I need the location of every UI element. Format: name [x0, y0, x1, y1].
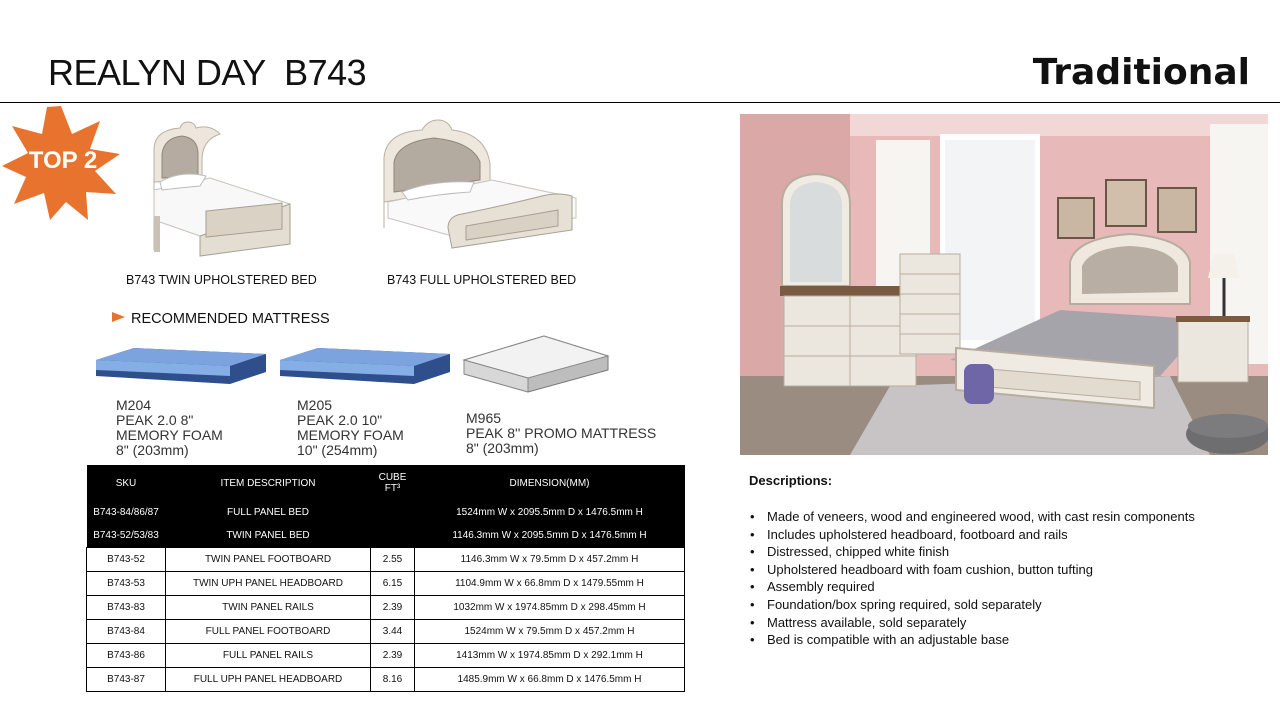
- page-title: REALYN DAY B743: [48, 52, 367, 93]
- description-item: • Includes upholstered headboard, footboard and rails: [749, 526, 1195, 544]
- mattress-image-m965: [462, 334, 610, 394]
- cell-description: TWIN UPH PANEL HEADBOARD: [166, 572, 371, 596]
- bed-caption-twin: B743 TWIN UPHOLSTERED BED: [126, 273, 317, 287]
- style-label: Traditional: [1032, 52, 1250, 93]
- mattress-image-m204: [94, 346, 270, 386]
- mattress-line: M965: [466, 410, 502, 426]
- cell-description: TWIN PANEL RAILS: [166, 596, 371, 620]
- room-setting-image: [740, 114, 1268, 455]
- cell-sku: B743-52/53/83: [87, 524, 166, 548]
- cell-sku: B743-83: [87, 596, 166, 620]
- cell-description: FULL PANEL RAILS: [166, 644, 371, 668]
- column-header-description: ITEM DESCRIPTION: [166, 465, 371, 501]
- mattress-line: 8" (203mm): [466, 440, 539, 456]
- cell-sku: B743-84/86/87: [87, 501, 166, 524]
- mattress-text-m204: [116, 398, 223, 458]
- cell-description: FULL PANEL BED: [166, 501, 371, 524]
- cell-description: FULL PANEL FOOTBOARD: [166, 620, 371, 644]
- cell-sku: B743-84: [87, 620, 166, 644]
- mattress-line: 8" (203mm): [116, 442, 189, 458]
- cell-description: TWIN PANEL BED: [166, 524, 371, 548]
- cell-cube: 8.16: [371, 668, 415, 692]
- recommended-mattress-label: RECOMMENDED MATTRESS: [131, 311, 330, 327]
- cell-description: FULL UPH PANEL HEADBOARD: [166, 668, 371, 692]
- cell-description: TWIN PANEL FOOTBOARD: [166, 548, 371, 572]
- table-row: [87, 596, 685, 620]
- table-row: [87, 668, 685, 692]
- spec-table: [86, 465, 685, 692]
- bed-caption-full: B743 FULL UPHOLSTERED BED: [387, 273, 577, 287]
- cell-dimension: 1146.3mm W x 2095.5mm D x 1476.5mm H: [415, 524, 685, 548]
- cell-cube: 2.39: [371, 644, 415, 668]
- column-header-sku: SKU: [87, 465, 166, 501]
- descriptions-heading: Descriptions:: [749, 473, 833, 488]
- badge-label: TOP 2: [28, 147, 98, 174]
- arrow-right-icon: [112, 312, 125, 322]
- mattress-line: PEAK 8'' PROMO MATTRESS: [466, 425, 657, 441]
- twin-bed-image: [140, 120, 300, 260]
- description-item: • Made of veneers, wood and engineered wood, with cast resin components: [749, 508, 1195, 526]
- mattress-image-m205: [278, 346, 454, 386]
- cell-cube: 6.15: [371, 572, 415, 596]
- mattress-line: PEAK 2.0 10": [297, 412, 383, 428]
- cell-sku: B743-87: [87, 668, 166, 692]
- cell-dimension: 1032mm W x 1974.85mm D x 298.45mm H: [415, 596, 685, 620]
- cell-sku: B743-53: [87, 572, 166, 596]
- mattress-text-m205: [297, 398, 404, 458]
- description-item: • Upholstered headboard with foam cushion, button tufting: [749, 561, 1195, 579]
- description-item: • Assembly required: [749, 578, 1195, 596]
- mattress-line: M204: [116, 397, 152, 413]
- mattress-line: PEAK 2.0 8": [116, 412, 194, 428]
- table-row: [87, 501, 685, 524]
- description-item: • Mattress available, sold separately: [749, 614, 1195, 632]
- table-row: [87, 620, 685, 644]
- cell-dimension: 1524mm W x 79.5mm D x 457.2mm H: [415, 620, 685, 644]
- descriptions-list: [749, 508, 1195, 649]
- cell-cube: 2.39: [371, 596, 415, 620]
- cell-dimension: 1413mm W x 1974.85mm D x 292.1mm H: [415, 644, 685, 668]
- cell-dimension: 1524mm W x 2095.5mm D x 1476.5mm H: [415, 501, 685, 524]
- table-row: [87, 524, 685, 548]
- cell-cube: 3.44: [371, 620, 415, 644]
- table-row: [87, 644, 685, 668]
- header-divider: [0, 102, 1280, 103]
- table-header-row: [87, 465, 685, 501]
- cell-cube: [371, 501, 415, 524]
- mattress-line: MEMORY FOAM: [116, 427, 223, 443]
- cell-dimension: 1146.3mm W x 79.5mm D x 457.2mm H: [415, 548, 685, 572]
- cell-sku: B743-86: [87, 644, 166, 668]
- description-item: • Distressed, chipped white finish: [749, 543, 1195, 561]
- full-bed-image: [382, 118, 578, 252]
- column-header-dimension: DIMENSION(MM): [415, 465, 685, 501]
- mattress-line: M205: [297, 397, 333, 413]
- cell-cube: 2.55: [371, 548, 415, 572]
- cell-sku: B743-52: [87, 548, 166, 572]
- description-item: • Bed is compatible with an adjustable base: [749, 631, 1195, 649]
- description-item: • Foundation/box spring required, sold separately: [749, 596, 1195, 614]
- column-header-cube: CUBE FT³: [371, 465, 415, 501]
- table-row: [87, 548, 685, 572]
- recommended-mattress-heading: [112, 311, 330, 327]
- table-row: [87, 572, 685, 596]
- cell-dimension: 1104.9mm W x 66.8mm D x 1479.55mm H: [415, 572, 685, 596]
- cell-dimension: 1485.9mm W x 66.8mm D x 1476.5mm H: [415, 668, 685, 692]
- cell-cube: [371, 524, 415, 548]
- mattress-line: 10" (254mm): [297, 442, 378, 458]
- mattress-text-m965: [466, 411, 656, 456]
- mattress-line: MEMORY FOAM: [297, 427, 404, 443]
